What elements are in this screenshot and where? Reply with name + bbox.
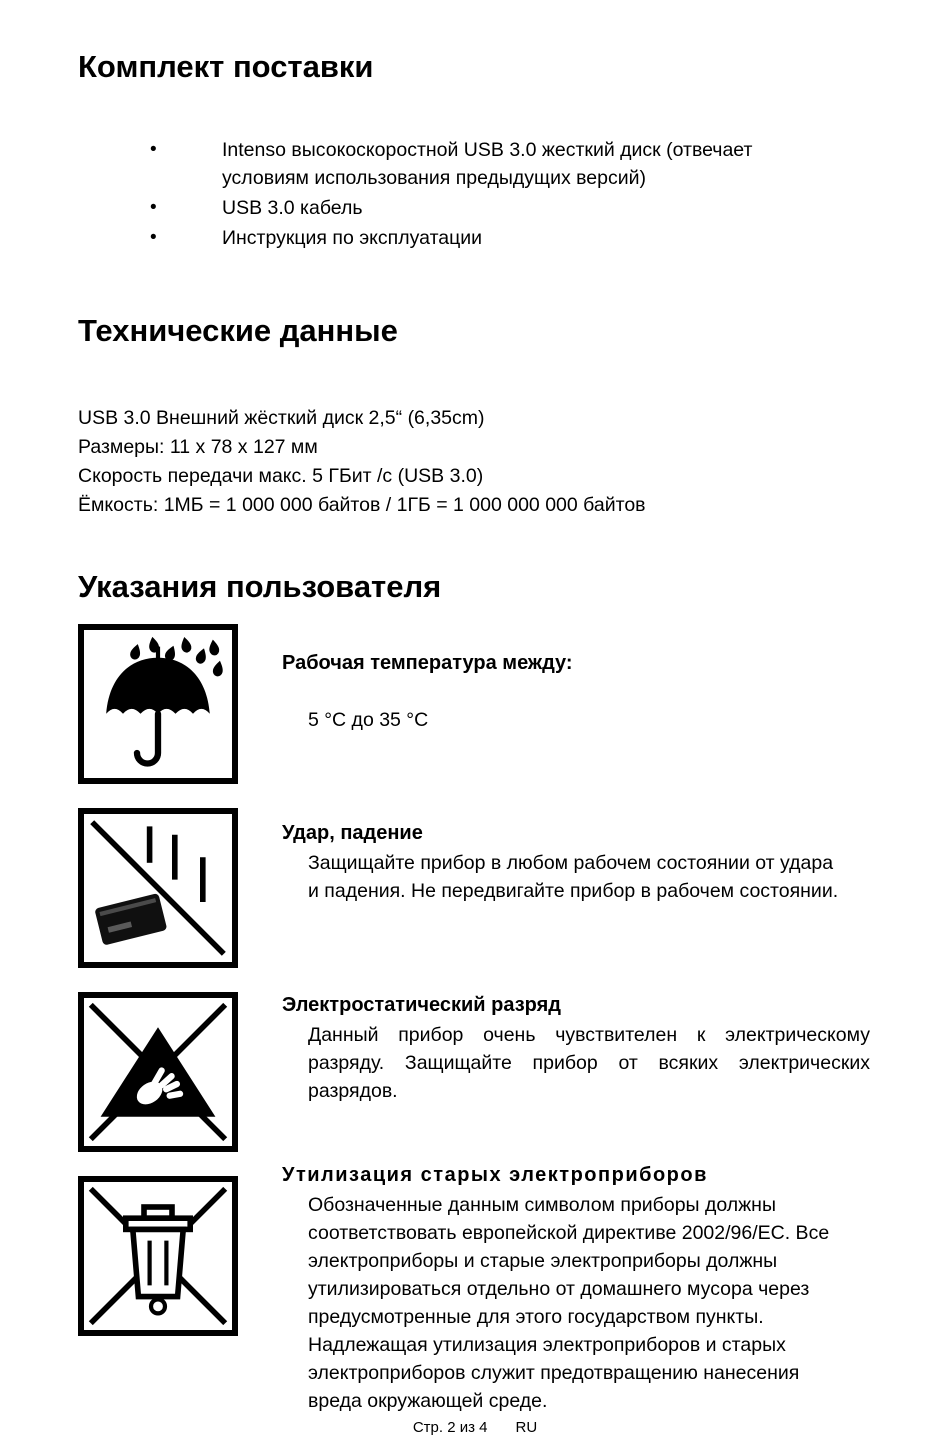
- icon-box: [78, 808, 238, 968]
- bullet-icon: •: [150, 139, 157, 161]
- section-title-tech: Технические данные: [78, 313, 398, 349]
- note-body: Защищайте прибор в любом рабочем состоянии от удара и падения. Не передвигайте прибор в рабочем состоянии.: [308, 852, 839, 903]
- tech-spec-line: USB 3.0 Внешний жёсткий диск 2,5“ (6,35cm): [78, 407, 485, 430]
- tech-spec-line: Скорость передачи макс. 5 ГБит /с (USB 3.0): [78, 465, 484, 488]
- package-item-text: Инструкция по эксплуатации: [222, 227, 483, 250]
- note-row-esd: [78, 992, 950, 1152]
- list-item: [78, 224, 950, 252]
- note-row-temperature: [78, 624, 950, 784]
- note-heading: Удар, падение: [282, 822, 423, 845]
- bullet-icon: •: [150, 227, 157, 249]
- note-text: [282, 624, 857, 734]
- tech-specs: [78, 404, 950, 520]
- list-item: [78, 194, 950, 222]
- note-row-shock: [78, 808, 950, 968]
- note-heading: Утилизация старых электроприборов: [282, 1164, 708, 1187]
- note-text: [282, 808, 857, 905]
- package-list: [78, 136, 950, 252]
- section-title-notes: Указания пользователя: [78, 569, 442, 605]
- tech-spec-line: Ёмкость: 1МБ = 1 000 000 байтов / 1ГБ = 1 000 000 000 байтов: [78, 494, 646, 517]
- icon-box: [78, 1176, 238, 1336]
- note-row-disposal: [78, 1164, 950, 1415]
- shock-drop-icon: [88, 818, 228, 958]
- list-item: [78, 136, 950, 192]
- note-body: Данный прибор очень чувствителен к электрическому разряду. Защищайте прибор от всяких электрических разрядов.: [308, 1024, 870, 1103]
- package-item-text: Intenso высокоскоростной USB 3.0 жесткий диск (отвечает условиям использования предыдущих версий): [222, 139, 753, 190]
- page-footer: [0, 1419, 950, 1436]
- page-number: Стр. 2 из 4: [412, 1419, 488, 1436]
- language-code: RU: [515, 1419, 538, 1436]
- note-body: Обозначенные данным символом приборы должны соответствовать европейской директиве 2002/96/EC. Все электроприборы и старые электроприборы должны утилизироваться отдельно от домашнего мусора через предусмотренные для этого государством пункты. Надлежащая утилизация электроприборов и старых электроприборов служит предотвращению нанесения вреда окружающей среде.: [308, 1194, 830, 1413]
- note-heading: Рабочая температура между:: [282, 652, 573, 675]
- tech-spec-line: Размеры: 11 x 78 x 127 мм: [78, 436, 318, 459]
- bullet-icon: •: [150, 197, 157, 219]
- esd-icon: [88, 1002, 228, 1142]
- icon-box: [78, 624, 238, 784]
- section-title-package: Комплект поставки: [78, 49, 374, 84]
- note-heading: Электростатический разряд: [282, 994, 561, 1017]
- note-body: 5 °C до 35 °C: [308, 709, 429, 732]
- package-item-text: USB 3.0 кабель: [222, 197, 363, 220]
- note-text: [282, 992, 870, 1105]
- icon-box: [78, 992, 238, 1152]
- umbrella-rain-icon: [88, 634, 228, 774]
- note-text: [282, 1162, 857, 1415]
- weee-bin-icon: [88, 1186, 228, 1326]
